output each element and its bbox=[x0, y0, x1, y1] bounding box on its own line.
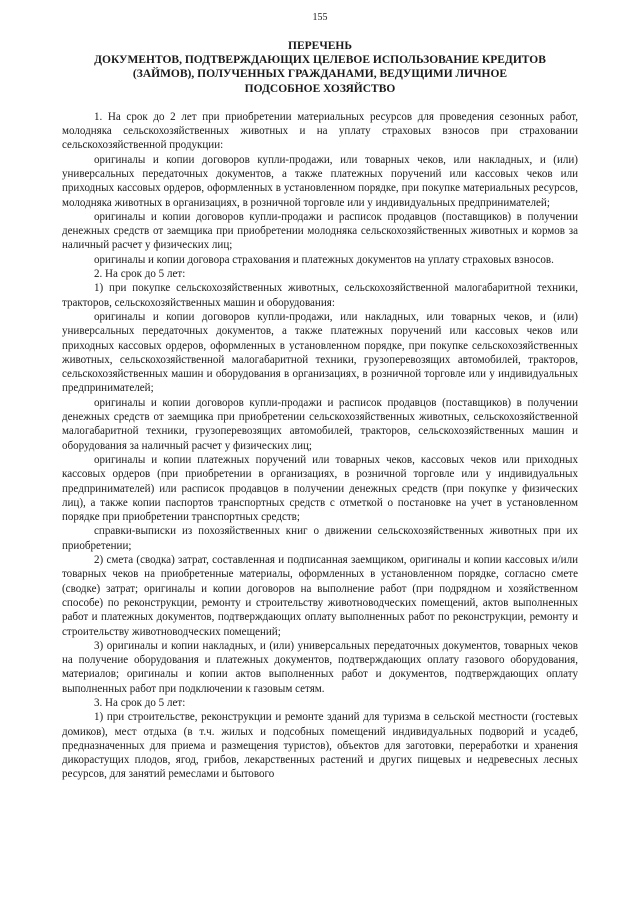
paragraph: оригиналы и копии договоров купли-продажи и расписок продавцов (поставщиков) в получении денежных средств от заемщика при приобретении сельскохозяйственных животных, сельскохозяйственной малогабаритной техники, грузоперевозящих автомобилей, тракторов, сельскохозяйственных машин и оборудования за наличный расчет у физических лиц; bbox=[62, 396, 578, 452]
paragraph: 2. На срок до 5 лет: bbox=[94, 268, 186, 281]
paragraph: справки-выписки из похозяйственных книг о движении сельскохозяйственных животных при их приобретении; bbox=[62, 525, 578, 552]
paragraph: 2) смета (сводка) затрат, составленная и подписанная заемщиком, оригиналы и копии кассовых и/или товарных чеков на приобретенные материалы, оформленных в установленном порядке, согласно смете (сводке) затрат; оригиналы и копии договоров на выполнение работ (при подрядном и хозяйственном способе) по реконструкции, ремонту и строительству животноводческих помещений, актов выполненных работ и платежных документов, подтверждающих оплату выполненных работ по реконструкции, ремонту и строительству животноводческих помещений; bbox=[62, 554, 578, 638]
paragraph: оригиналы и копии договоров купли-продажи, или товарных чеков, или накладных, и (или) универсальных передаточных документов, а также платежных поручений или кассовых чеков или приходных кассовых ордеров, оформленных в установленном порядке, при покупке материальных ресурсов, молодняка животных в организациях, в розничной торговле или у индивидуальных предпринимателей; bbox=[62, 153, 578, 209]
page-number: 155 bbox=[312, 12, 328, 23]
title-line-2: ДОКУМЕНТОВ, ПОДТВЕРЖДАЮЩИХ ЦЕЛЕВОЕ ИСПОЛЬЗОВАНИЕ КРЕДИТОВ bbox=[94, 54, 546, 67]
document-body bbox=[62, 110, 578, 782]
title-line-1: ПЕРЕЧЕНЬ bbox=[288, 40, 352, 52]
paragraph: 3. На срок до 5 лет: bbox=[94, 696, 186, 709]
document-title bbox=[62, 39, 578, 96]
title-line-4: ПОДСОБНОЕ ХОЗЯЙСТВО bbox=[244, 82, 396, 95]
paragraph: оригиналы и копии договоров купли-продажи, или накладных, или товарных чеков, и (или) универсальных передаточных документов, а также платежных поручений или кассовых чеков или приходных кассовых ордеров, оформленных в установленном порядке, при покупке сельскохозяйственных животных, сельскохозяйственной малогабаритной техники, грузоперевозящих автомобилей, тракторов, сельскохозяйственных машин и оборудования в организациях, в розничной торговле или у индивидуальных предпринимателей; bbox=[62, 310, 578, 395]
title-line-3: (ЗАЙМОВ), ПОЛУЧЕННЫХ ГРАЖДАНАМИ, ВЕДУЩИМИ ЛИЧНОЕ bbox=[132, 68, 508, 81]
paragraph: оригиналы и копии договора страхования и платежных документов на уплату страховых взносов. bbox=[94, 253, 554, 266]
paragraph: оригиналы и копии договоров купли-продажи и расписок продавцов (поставщиков) в получении денежных средств от заемщика при приобретении молодняка сельскохозяйственных животных и кормов за наличный расчет у физических лиц; bbox=[62, 210, 578, 252]
paragraph: 3) оригиналы и копии накладных, и (или) универсальных передаточных документов, товарных чеков на получение оборудования и платежных документов, подтверждающих оплату газового оборудования, материалов; оригиналы и копии актов выполненных работ и документов, подтверждающих оплату выполненных работ при подключении к газовым сетям. bbox=[62, 639, 578, 695]
paragraph: 1) при строительстве, реконструкции и ремонте зданий для туризма в сельской местности (гостевых домиков), мест отдыха (в т.ч. жилых и подсобных помещений индивидуальных подворий и усадеб, предназначенных для приема и размещения туристов), объектов для заготовки, переработки и хранения дикорастущих плодов, ягод, грибов, лекарственных растений и других пищевых и недревесных лесных ресурсов, для занятий ремеслами и бытового bbox=[62, 711, 578, 781]
paragraph: 1. На срок до 2 лет при приобретении материальных ресурсов для проведения сезонных работ, молодняка сельскохозяйственных животных и на уплату страховых взносов при страховании сельскохозяйственной продукции: bbox=[62, 110, 578, 152]
paragraph: оригиналы и копии платежных поручений или товарных чеков, кассовых чеков или приходных кассовых ордеров (при приобретении в организациях, в розничной торговле или у индивидуальных предпринимателей) или расписок продавцов в получении денежных средств (при покупке у физических лиц), а также копии паспортов транспортных средств с отметкой о постановке на учет в установленном порядке при приобретении транспортных средств; bbox=[62, 453, 578, 524]
paragraph: 1) при покупке сельскохозяйственных животных, сельскохозяйственной малогабаритной техники, тракторов, сельскохозяйственных машин и оборудования: bbox=[62, 282, 578, 309]
